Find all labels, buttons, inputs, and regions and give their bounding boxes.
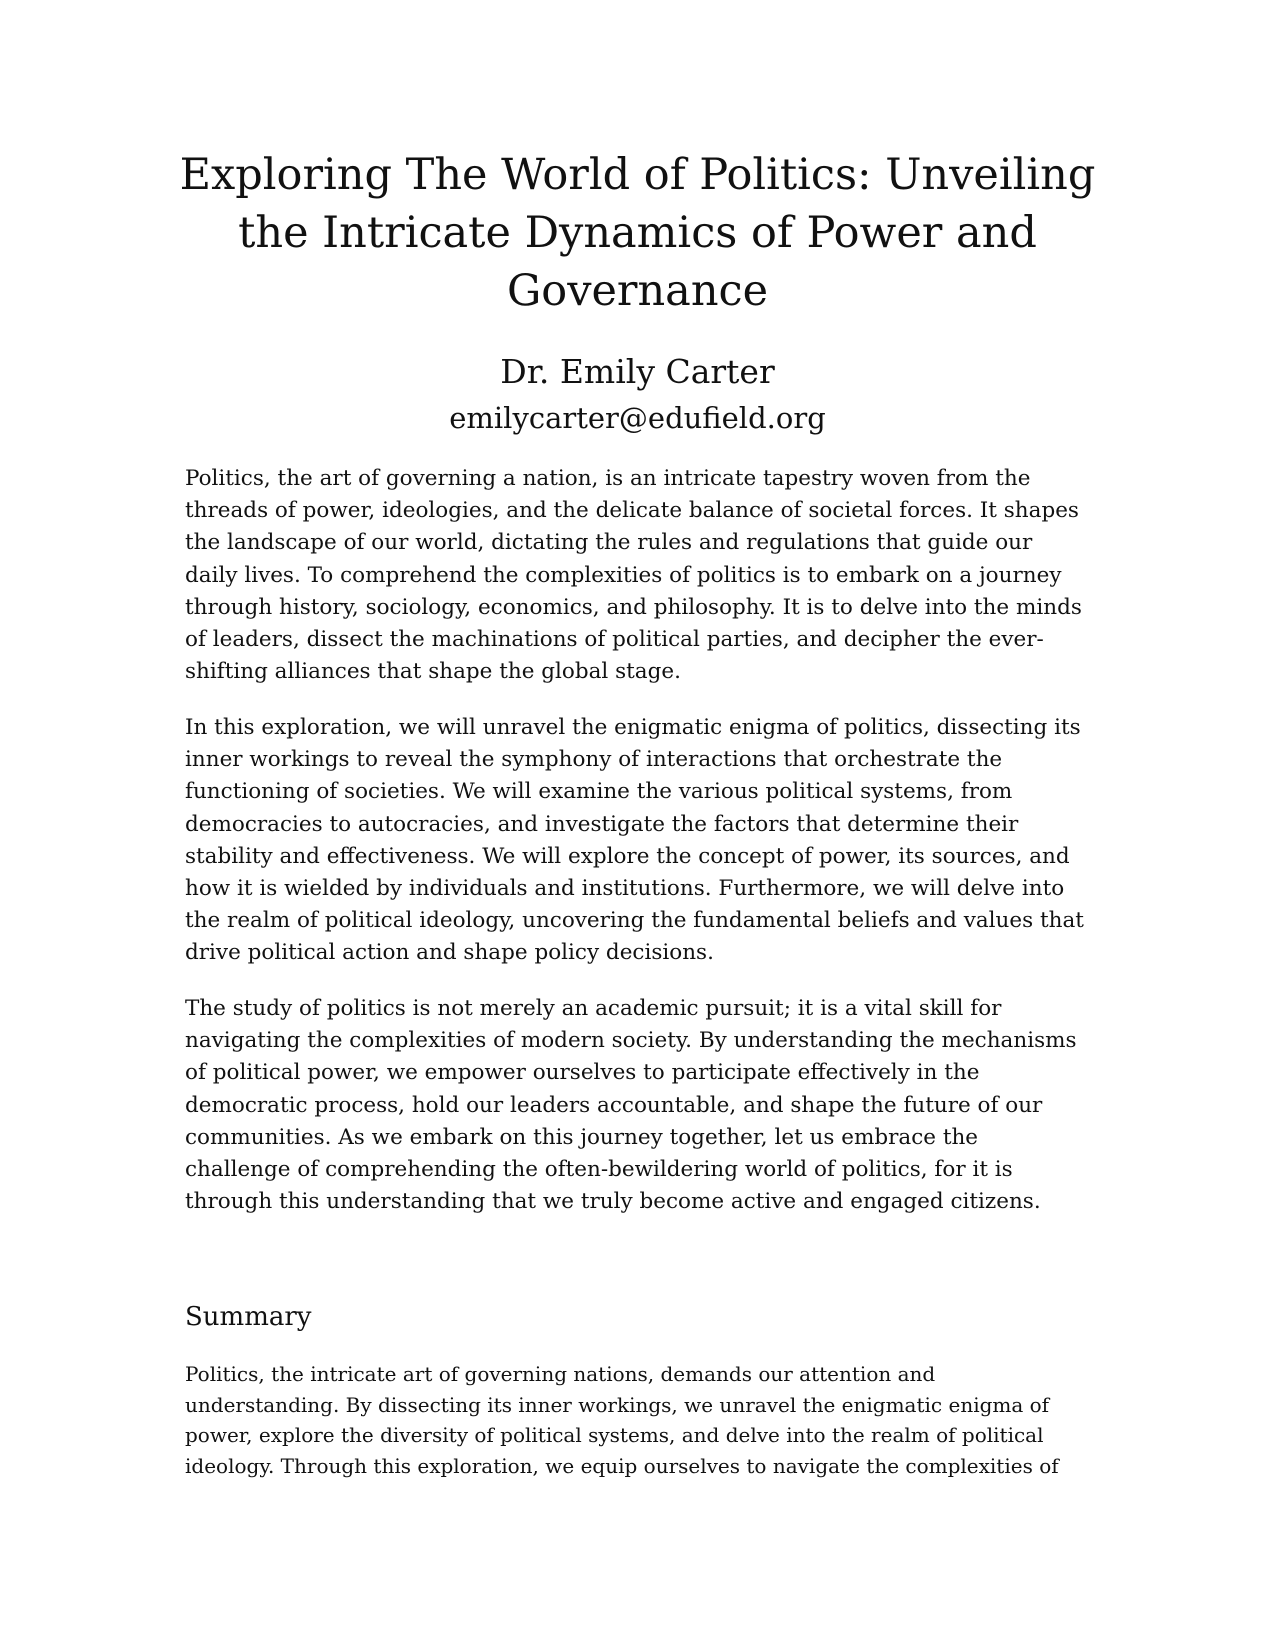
body-paragraph: Politics, the art of governing a nation, is an intricate tapestry woven from the threads of power, ideologies, and the delicate balance of societal forces. It shapes the landscape of our world, dictating the rules and regulations that guide our daily lives. To comprehend the complexities of politics is to embark on a journey through history, sociology, economics, and philosophy. It is to delve into the minds of leaders, dissect the machinations of political parties, and decipher the ever-shifting alliances that shape the global stage.: [185, 466, 1082, 685]
summary-heading: Summary: [185, 1302, 312, 1332]
body-paragraph: The study of politics is not merely an academic pursuit; it is a vital skill for navigating the complexities of modern society. By understanding the mechanisms of political power, we empower ourselves to participate effectively in the democratic process, hold our leaders accountable, and shape the future of our communities. As we embark on this journey together, let us embrace the challenge of comprehending the often-bewildering world of politics, for it is through this understanding that we truly become active and engaged citizens.: [185, 996, 1077, 1215]
summary-paragraph: Politics, the intricate art of governing nations, demands our attention and understanding. By dissecting its inner workings, we unravel the enigmatic enigma of power, explore the diversity of political systems, and delve into the realm of political ideology. Through this exploration, we equip ourselves to navigate the complexities of: [185, 1362, 1059, 1478]
author-email: emilycarter@edufield.org: [449, 401, 826, 435]
document-title: Exploring The World of Politics: Unveiling the Intricate Dynamics of Power and Governance: [179, 150, 1096, 316]
body-paragraph: In this exploration, we will unravel the enigmatic enigma of politics, dissecting its inner workings to reveal the symphony of interactions that orchestrate the functioning of societies. We will examine the various political systems, from democracies to autocracies, and investigate the factors that determine their stability and effectiveness. We will explore the concept of power, its sources, and how it is wielded by individuals and institutions. Furthermore, we will delve into the realm of political ideology, uncovering the fundamental beliefs and values that drive political action and shape policy decisions.: [185, 715, 1084, 966]
author-name: Dr. Emily Carter: [500, 352, 775, 391]
